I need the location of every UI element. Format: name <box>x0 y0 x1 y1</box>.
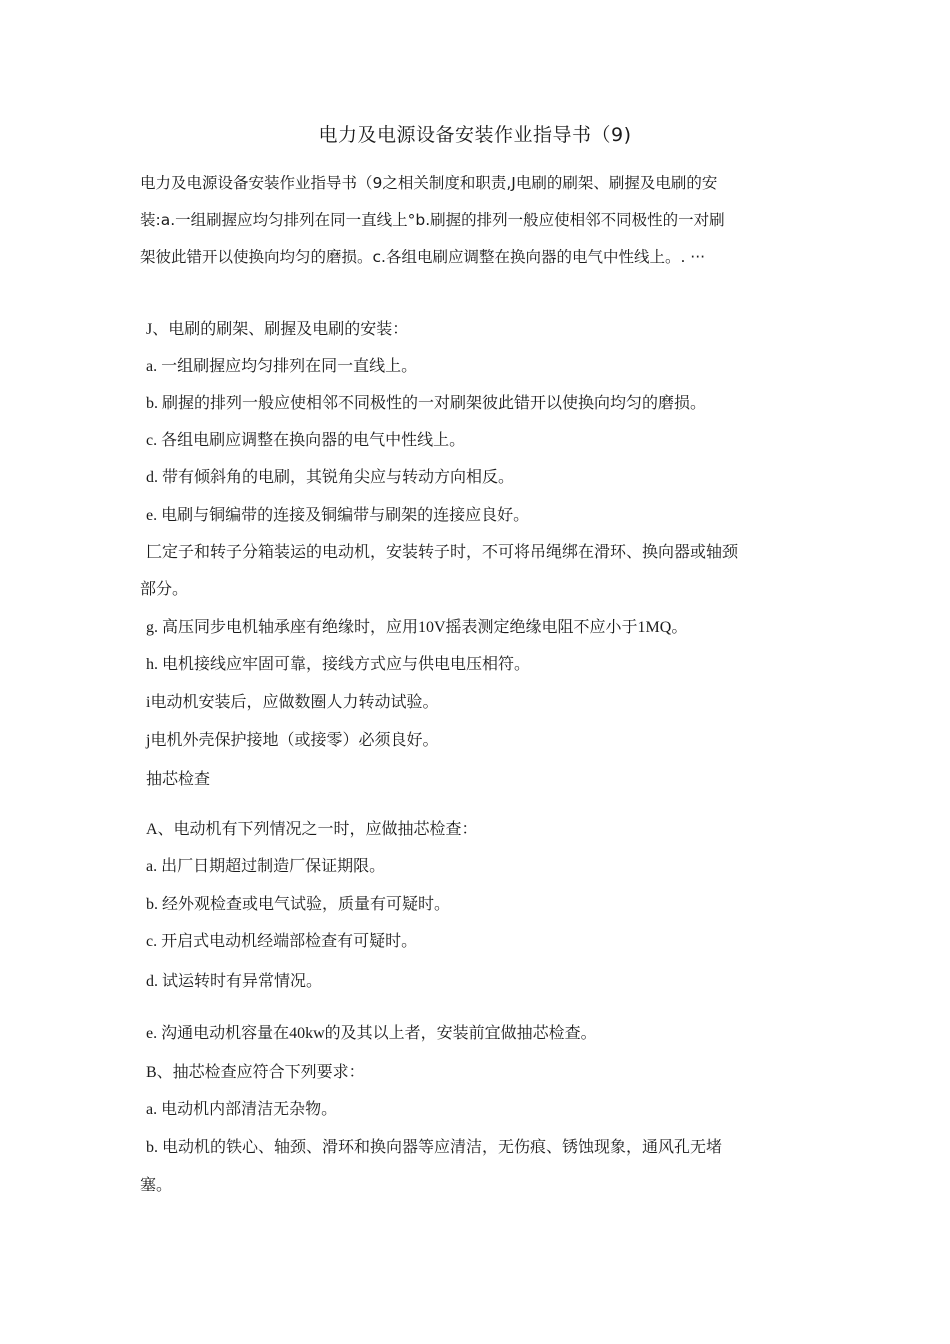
list-item: a. 电动机内部清洁无杂物。 <box>146 1101 338 1118</box>
intro-line: 装:a.一组刷握应均匀排列在同一直线上°b.刷握的排列一般应使相邻不同极性的一对刷 <box>140 211 725 229</box>
section-j-heading: J、电刷的刷架、刷握及电刷的安装： <box>146 321 409 338</box>
list-item: h. 电机接线应牢固可靠，接线方式应与供电电压相符。 <box>146 656 531 673</box>
list-item-b-line2: 塞。 <box>140 1177 173 1194</box>
list-item: e. 电刷与铜编带的连接及铜编带与刷架的连接应良好。 <box>146 507 530 524</box>
list-item-f-line2: 部分。 <box>140 581 189 598</box>
list-item: d. 试运转时有异常情况。 <box>146 973 323 990</box>
intro-line: 电力及电源设备安装作业指导书（9之相关制度和职责,J电刷的刷架、刷握及电刷的安 <box>140 174 718 192</box>
list-item: a. 出厂日期超过制造厂保证期限。 <box>146 858 386 875</box>
intro-paragraph <box>140 165 830 276</box>
list-item-b-line1: b. 电动机的铁心、轴颈、滑环和换向器等应清洁，无伤痕、锈蚀现象，通风孔无堵 <box>146 1139 723 1156</box>
list-item: b. 经外观检查或电气试验，质量有可疑时。 <box>146 896 451 913</box>
intro-line: 架彼此错开以使换向均匀的磨损。c.各组电刷应调整在换向器的电气中性线上。. ··· <box>140 248 706 266</box>
subsection-a-heading: A、电动机有下列情况之一时，应做抽芯检查： <box>146 821 478 838</box>
list-item: b. 刷握的排列一般应使相邻不同极性的一对刷架彼此错开以使换向均匀的磨损。 <box>146 395 707 412</box>
list-item: a. 一组刷握应均匀排列在同一直线上。 <box>146 358 418 375</box>
list-item: i电动机安装后，应做数圈人力转动试验。 <box>146 694 439 711</box>
list-item-f-line1: 匚定子和转子分箱装运的电动机，安装转子时，不可将吊绳绑在滑环、换向器或轴颈 <box>146 544 739 561</box>
list-item: g. 高压同步电机轴承座有绝缘时，应用10V摇表测定绝缘电阻不应小于1MQ。 <box>146 619 688 636</box>
list-item: d. 带有倾斜角的电刷，其锐角尖应与转动方向相反。 <box>146 469 515 486</box>
subsection-b-heading: B、抽芯检查应符合下列要求： <box>146 1064 365 1081</box>
document-title: 电力及电源设备安装作业指导书（9) <box>318 124 632 146</box>
list-item: c. 开启式电动机经端部检查有可疑时。 <box>146 933 418 950</box>
list-item: j电机外壳保护接地（或接零）必须良好。 <box>146 732 439 749</box>
section-core-heading: 抽芯检查 <box>146 771 211 788</box>
list-item: e. 沟通电动机容量在40kw的及其以上者，安装前宜做抽芯检查。 <box>146 1025 597 1042</box>
list-item: c. 各组电刷应调整在换向器的电气中性线上。 <box>146 432 466 449</box>
